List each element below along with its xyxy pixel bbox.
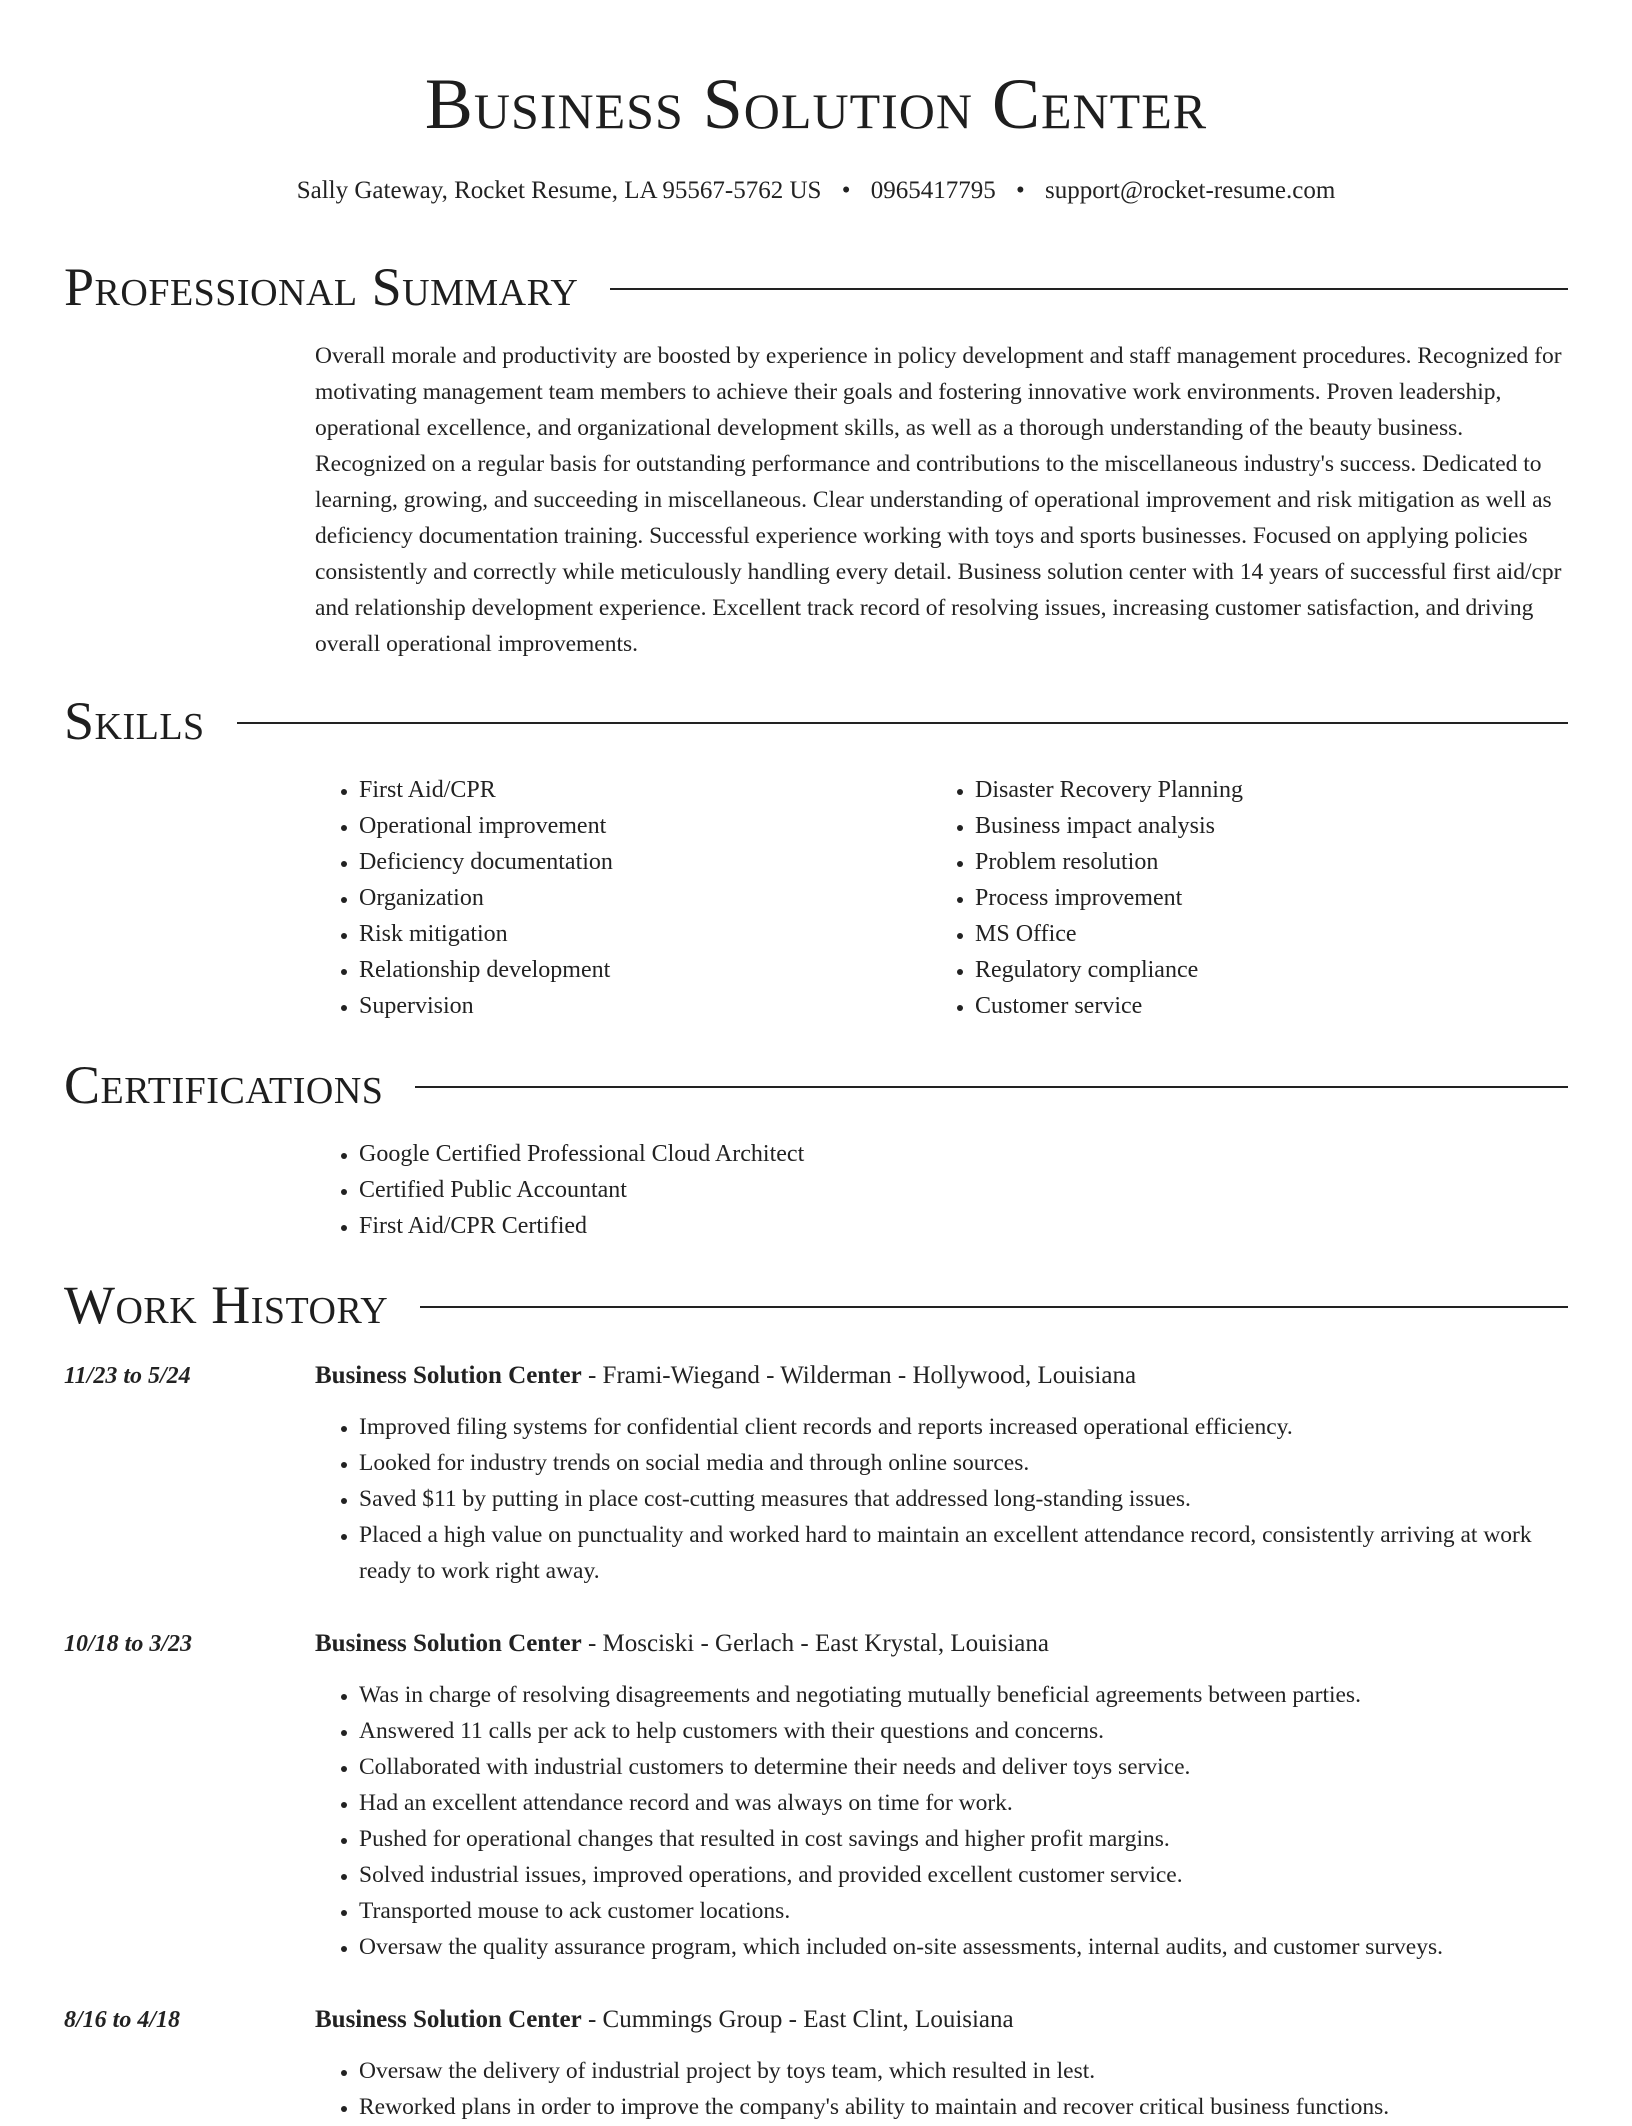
certification-item: • First Aid/CPR Certified: [359, 1208, 1559, 1244]
contact-email: support@rocket-resume.com: [1044, 177, 1336, 204]
job-title: [315, 1360, 1570, 1392]
job-bullet: • Oversaw the quality assurance program, which included on-site assessments, internal audits, and customer surveys.: [359, 1929, 1570, 1965]
skill-item: • Process improvement: [975, 880, 1575, 916]
job-dates: 10/18 to 3/23: [64, 1631, 193, 1657]
job-bullet-list: [315, 1677, 1570, 1965]
job-bullet: • Answered 11 calls per ack to help customers with their questions and concerns.: [359, 1713, 1570, 1749]
contact-phone: 0965417795: [870, 177, 996, 204]
job-bullet: • Was in charge of resolving disagreements and negotiating mutually beneficial agreements between parties.: [359, 1677, 1570, 1713]
job-bullet: • Collaborated with industrial customers to determine their needs and deliver toys service.: [359, 1749, 1570, 1785]
summary-section-header: [64, 256, 1568, 318]
skill-item: • MS Office: [975, 916, 1575, 952]
skill-item: • Business impact analysis: [975, 808, 1575, 844]
job-bullet: • Reworked plans in order to improve the company's ability to maintain and recover critical business functions.: [359, 2089, 1570, 2125]
summary-heading: Professional Summary: [64, 257, 579, 317]
job-employer-location: - Frami-Wiegand - Wilderman - Hollywood, Louisiana: [581, 1362, 1137, 1389]
job-dates: 8/16 to 4/18: [64, 2007, 181, 2033]
skill-item: • Disaster Recovery Planning: [975, 772, 1575, 808]
work-history-heading: Work History: [64, 1275, 389, 1335]
skills-section-header: [64, 690, 1568, 752]
contact-separator: •: [841, 177, 851, 204]
job-bullet: • Looked for industry trends on social media and through online sources.: [359, 1445, 1570, 1481]
skill-item: • First Aid/CPR: [359, 772, 919, 808]
summary-text: Overall morale and productivity are boosted by experience in policy development and staff management procedures. Recognized for motivating management team members to achieve their goals and fostering innovative work environments. Proven leadership, operational excellence, and organizational development skills, as well as a thorough understanding of the beauty business. Recognized on a regular basis for outstanding performance and contributions to the miscellaneous industry's success. Dedicated to learning, growing, and succeeding in miscellaneous. Clear understanding of operational improvement and risk mitigation as well as deficiency documentation training. Successful experience working with toys and sports businesses. Focused on applying policies consistently and correctly while meticulously handling every detail. Business solution center with 14 years of successful first aid/cpr and relationship development experience. Excellent track record of resolving issues, increasing customer satisfaction, and driving overall operational improvements.: [315, 343, 1562, 657]
job-title: [315, 1628, 1570, 1660]
contact-line: [0, 176, 1632, 206]
job-position: Business Solution Center: [315, 1362, 582, 1389]
skills-heading: Skills: [64, 691, 205, 751]
job-bullet-list: [315, 2053, 1570, 2125]
certifications-heading: Certifications: [64, 1055, 384, 1115]
certifications-section-header: [64, 1054, 1568, 1116]
skill-item: • Deficiency documentation: [359, 844, 919, 880]
certification-item: • Google Certified Professional Cloud Architect: [359, 1136, 1559, 1172]
skill-item: • Supervision: [359, 988, 919, 1024]
work-history-section-header: [64, 1274, 1568, 1336]
section-divider: [420, 1306, 1568, 1308]
job-bullet: • Saved $11 by putting in place cost-cutting measures that addressed long-standing issues.: [359, 1481, 1570, 1517]
skill-item: • Risk mitigation: [359, 916, 919, 952]
skills-list-right: [931, 772, 1575, 1024]
certification-item: • Certified Public Accountant: [359, 1172, 1559, 1208]
contact-separator: •: [1015, 177, 1025, 204]
job-bullet: • Oversaw the delivery of industrial project by toys team, which resulted in lest.: [359, 2053, 1570, 2089]
skill-item: • Regulatory compliance: [975, 952, 1575, 988]
job-bullet: • Improved filing systems for confidential client records and reports increased operational efficiency.: [359, 1409, 1570, 1445]
skill-item: • Relationship development: [359, 952, 919, 988]
job-bullet-list: [315, 1409, 1570, 1589]
job-dates: 11/23 to 5/24: [64, 1363, 191, 1389]
skills-list-left: [315, 772, 919, 1024]
skill-item: • Organization: [359, 880, 919, 916]
section-divider: [237, 722, 1568, 724]
section-divider: [610, 288, 1568, 290]
job-bullet: • Transported mouse to ack customer locations.: [359, 1893, 1570, 1929]
job-position: Business Solution Center: [315, 1630, 582, 1657]
resume-name: Business Solution Center: [424, 64, 1208, 144]
skill-item: • Customer service: [975, 988, 1575, 1024]
job-employer-location: - Cummings Group - East Clint, Louisiana: [581, 2006, 1014, 2033]
job-employer-location: - Mosciski - Gerlach - East Krystal, Louisiana: [581, 1630, 1049, 1657]
job-bullet: • Pushed for operational changes that resulted in cost savings and higher profit margins.: [359, 1821, 1570, 1857]
job-position: Business Solution Center: [315, 2006, 582, 2033]
certifications-list: [315, 1136, 1559, 1244]
section-divider: [415, 1086, 1568, 1088]
skill-item: • Operational improvement: [359, 808, 919, 844]
contact-address: Sally Gateway, Rocket Resume, LA 95567-5762 US: [296, 177, 822, 204]
job-bullet: • Placed a high value on punctuality and worked hard to maintain an excellent attendance record, consistently arriving at work ready to work right away.: [359, 1517, 1570, 1589]
job-title: [315, 2004, 1570, 2036]
skill-item: • Problem resolution: [975, 844, 1575, 880]
job-bullet: • Had an excellent attendance record and was always on time for work.: [359, 1785, 1570, 1821]
job-bullet: • Solved industrial issues, improved operations, and provided excellent customer service.: [359, 1857, 1570, 1893]
